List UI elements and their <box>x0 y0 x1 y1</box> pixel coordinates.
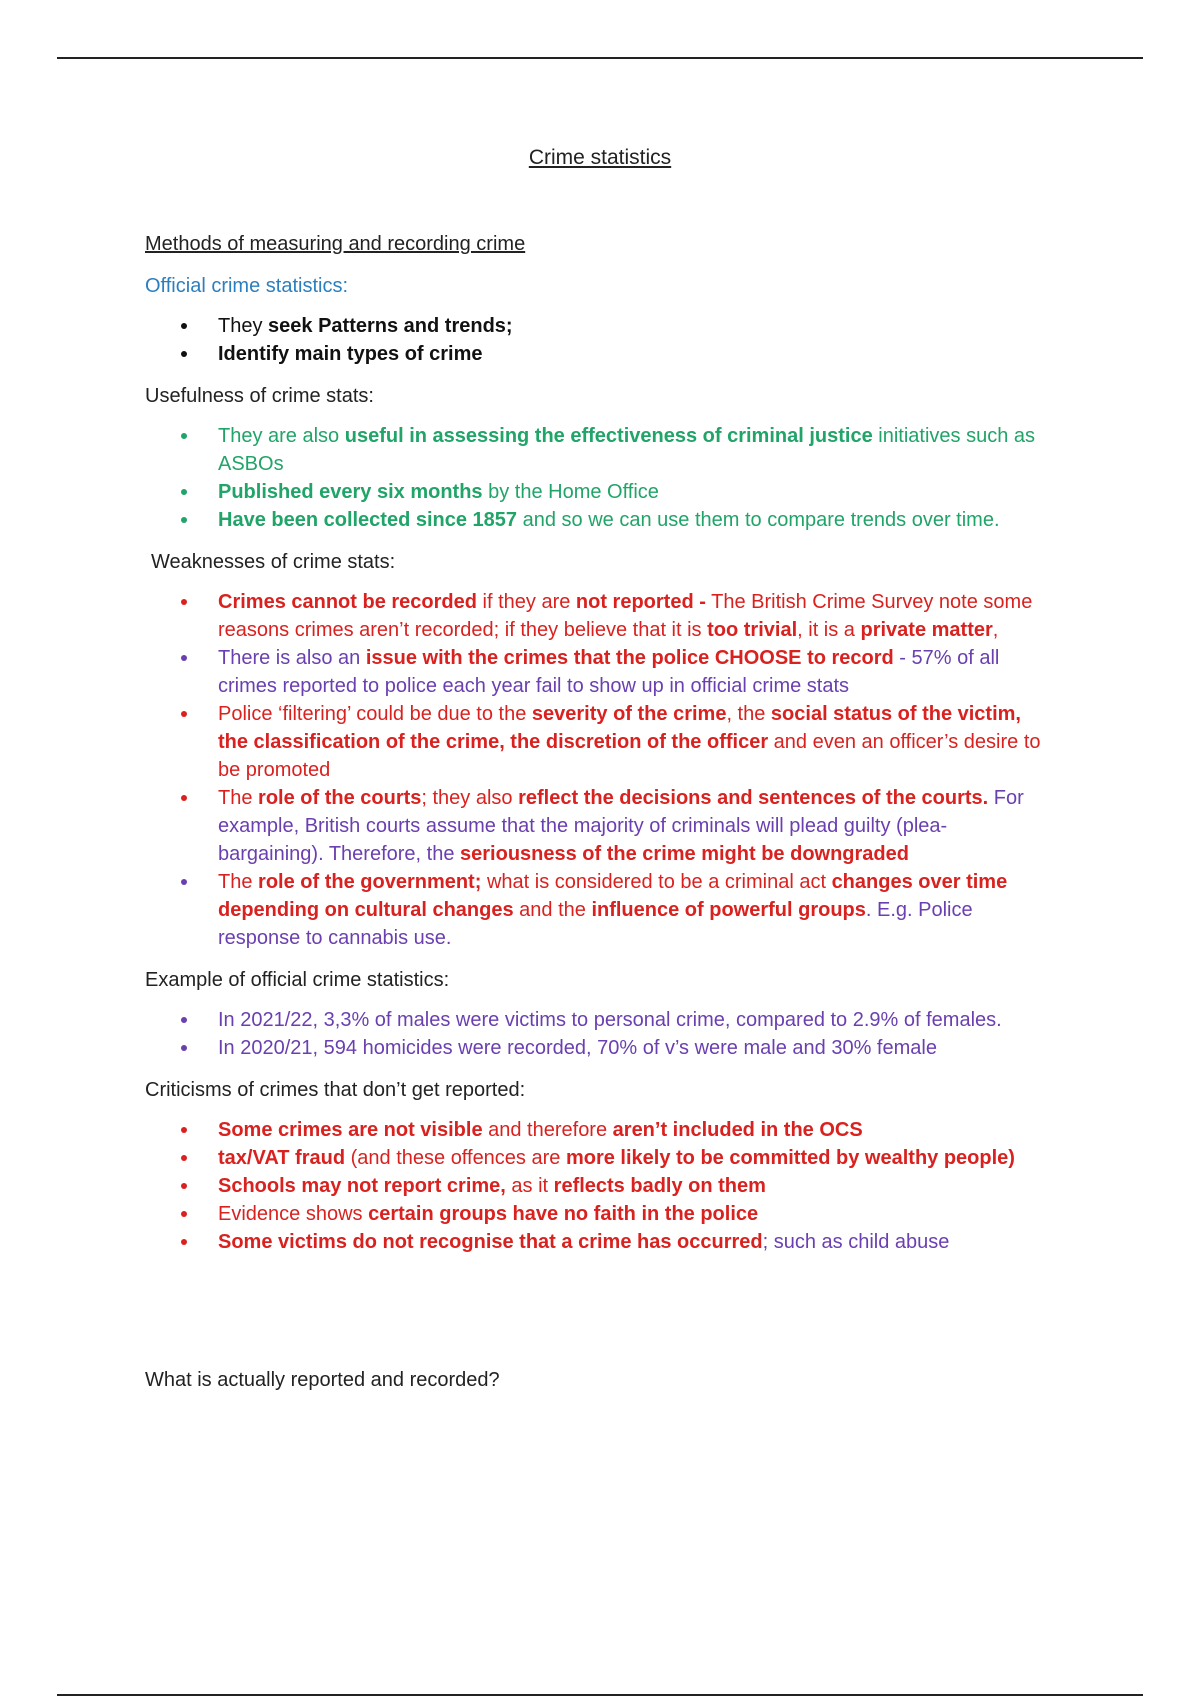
list-item: They seek Patterns and trends; <box>145 312 1045 340</box>
criticisms-heading: Criticisms of crimes that don’t get reported: <box>145 1079 526 1101</box>
bullet-icon <box>181 1239 187 1245</box>
bullet-icon <box>181 795 187 801</box>
bullet-icon <box>181 433 187 439</box>
bullet-icon <box>181 489 187 495</box>
official-heading: Official crime statistics: <box>145 275 348 297</box>
methods-heading: Methods of measuring and recording crime <box>145 233 526 255</box>
bottom-rule <box>57 1694 1143 1696</box>
list-item: Some victims do not recognise that a crime has occurred; such as child abuse <box>145 1228 1045 1256</box>
bullet-icon <box>181 599 187 605</box>
example-heading: Example of official crime statistics: <box>145 969 450 991</box>
bullet-icon <box>181 1211 187 1217</box>
list-item: They are also useful in assessing the effectiveness of criminal justice initiatives such as ASBOs <box>145 422 1045 478</box>
usefulness-heading: Usefulness of crime stats: <box>145 385 374 407</box>
list-item: Some crimes are not visible and therefore aren’t included in the OCS <box>145 1116 1045 1144</box>
bullet-icon <box>181 1183 187 1189</box>
example-list <box>145 1006 1045 1062</box>
list-item: In 2021/22, 3,3% of males were victims to personal crime, compared to 2.9% of females. <box>145 1006 1045 1034</box>
list-item: Police ‘filtering’ could be due to the severity of the crime, the social status of the victim, the classification of the crime, the discretion of the officer and even an officer’s desire to be promoted <box>145 700 1045 784</box>
bullet-icon <box>181 711 187 717</box>
bullet-icon <box>181 323 187 329</box>
list-item: Published every six months by the Home Office <box>145 478 1045 506</box>
list-item: There is also an issue with the crimes that the police CHOOSE to record - 57% of all crimes reported to police each year fail to show up in official crime stats <box>145 644 1045 700</box>
bullet-icon <box>181 1017 187 1023</box>
list-item: Evidence shows certain groups have no faith in the police <box>145 1200 1045 1228</box>
list-item: The role of the courts; they also reflect the decisions and sentences of the courts. For example, British courts assume that the majority of criminals will plead guilty (plea-bargaining). Therefore, the seriousness of the crime might be downgraded <box>145 784 1045 868</box>
document-body <box>145 230 1045 1394</box>
bullet-icon <box>181 1045 187 1051</box>
bullet-icon <box>181 1127 187 1133</box>
list-item: In 2020/21, 594 homicides were recorded, 70% of v’s were male and 30% female <box>145 1034 1045 1062</box>
page-title: Crime statistics <box>528 146 672 169</box>
official-list <box>145 312 1045 368</box>
usefulness-list <box>145 422 1045 534</box>
list-item: Crimes cannot be recorded if they are not reported - The British Crime Survey note some reasons crimes aren’t recorded; if they believe that it is too trivial, it is a private matter, <box>145 588 1045 644</box>
bullet-icon <box>181 879 187 885</box>
list-item: The role of the government; what is considered to be a criminal act changes over time depending on cultural changes and the influence of powerful groups. E.g. Police response to cannabis use. <box>145 868 1045 952</box>
final-question: What is actually reported and recorded? <box>145 1369 500 1391</box>
bullet-icon <box>181 655 187 661</box>
weaknesses-heading: Weaknesses of crime stats: <box>151 551 396 573</box>
bullet-icon <box>181 351 187 357</box>
top-rule <box>57 57 1143 59</box>
list-item: Have been collected since 1857 and so we can use them to compare trends over time. <box>145 506 1045 534</box>
weaknesses-list <box>145 588 1045 952</box>
list-item: Schools may not report crime, as it reflects badly on them <box>145 1172 1045 1200</box>
bullet-icon <box>181 517 187 523</box>
bullet-icon <box>181 1155 187 1161</box>
criticisms-list <box>145 1116 1045 1256</box>
list-item: Identify main types of crime <box>145 340 1045 368</box>
list-item: tax/VAT fraud (and these offences are more likely to be committed by wealthy people) <box>145 1144 1045 1172</box>
